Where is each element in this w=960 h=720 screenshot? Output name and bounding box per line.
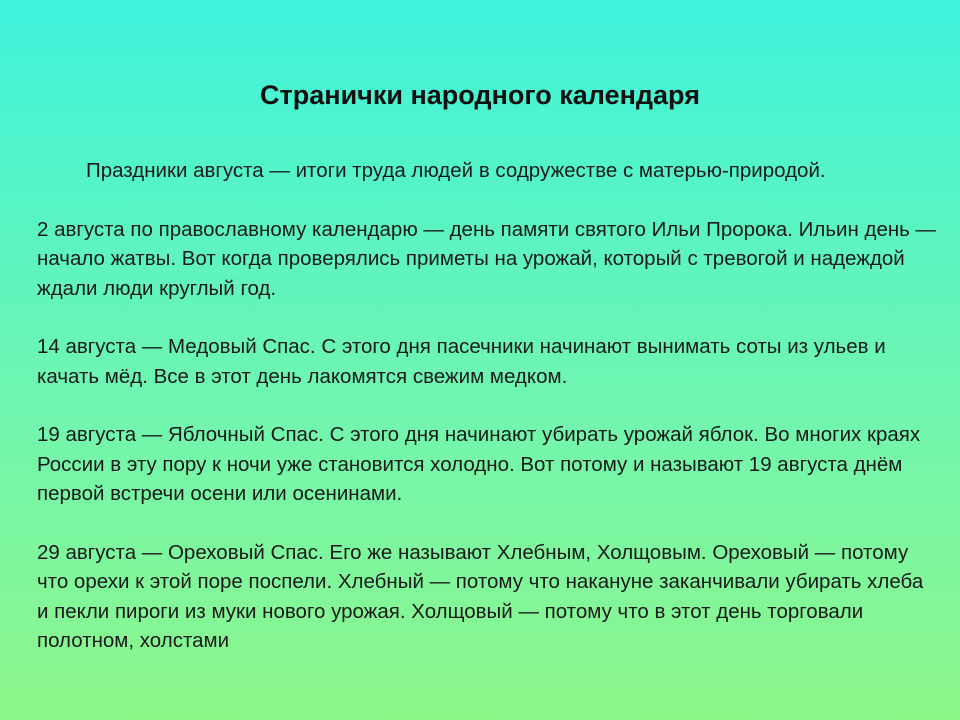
paragraph-nut-spas: 29 августа — Ореховый Спас. Его же называют Хлебным, Холщовым. Ореховый — потому что орехи к этой поре поспели. Хлебный — потому что накануне заканчивали убирать хлеба и пекли пироги из муки нового урожая. Холщовый — потому что в этот день торговали полотном, холстами bbox=[37, 540, 924, 652]
slide-body bbox=[37, 156, 937, 685]
paragraph-honey-spas: 14 августа — Медовый Спас. С этого дня пасечники начинают вынимать соты из ульев и качать мёд. Все в этот день лакомятся свежим медком. bbox=[37, 335, 886, 388]
paragraph-apple-spas: 19 августа — Яблочный Спас. С этого дня начинают убирать урожай яблок. Во многих краях России в эту пору к ночи уже становится холодно. Вот потому и называют 19 августа днём первой встречи осени или осенинами. bbox=[37, 423, 921, 505]
slide-title: Странички народного календаря bbox=[260, 80, 700, 110]
paragraph-intro: Праздники августа — итоги труда людей в содружестве с матерью-природой. bbox=[86, 159, 826, 182]
paragraph-ilyin-day: 2 августа по православному календарю — день памяти святого Ильи Пророка. Ильин день — начало жатвы. Вот когда проверялись приметы на урожай, который с тревогой и надеждой ждали люди круглый год. bbox=[37, 217, 937, 300]
